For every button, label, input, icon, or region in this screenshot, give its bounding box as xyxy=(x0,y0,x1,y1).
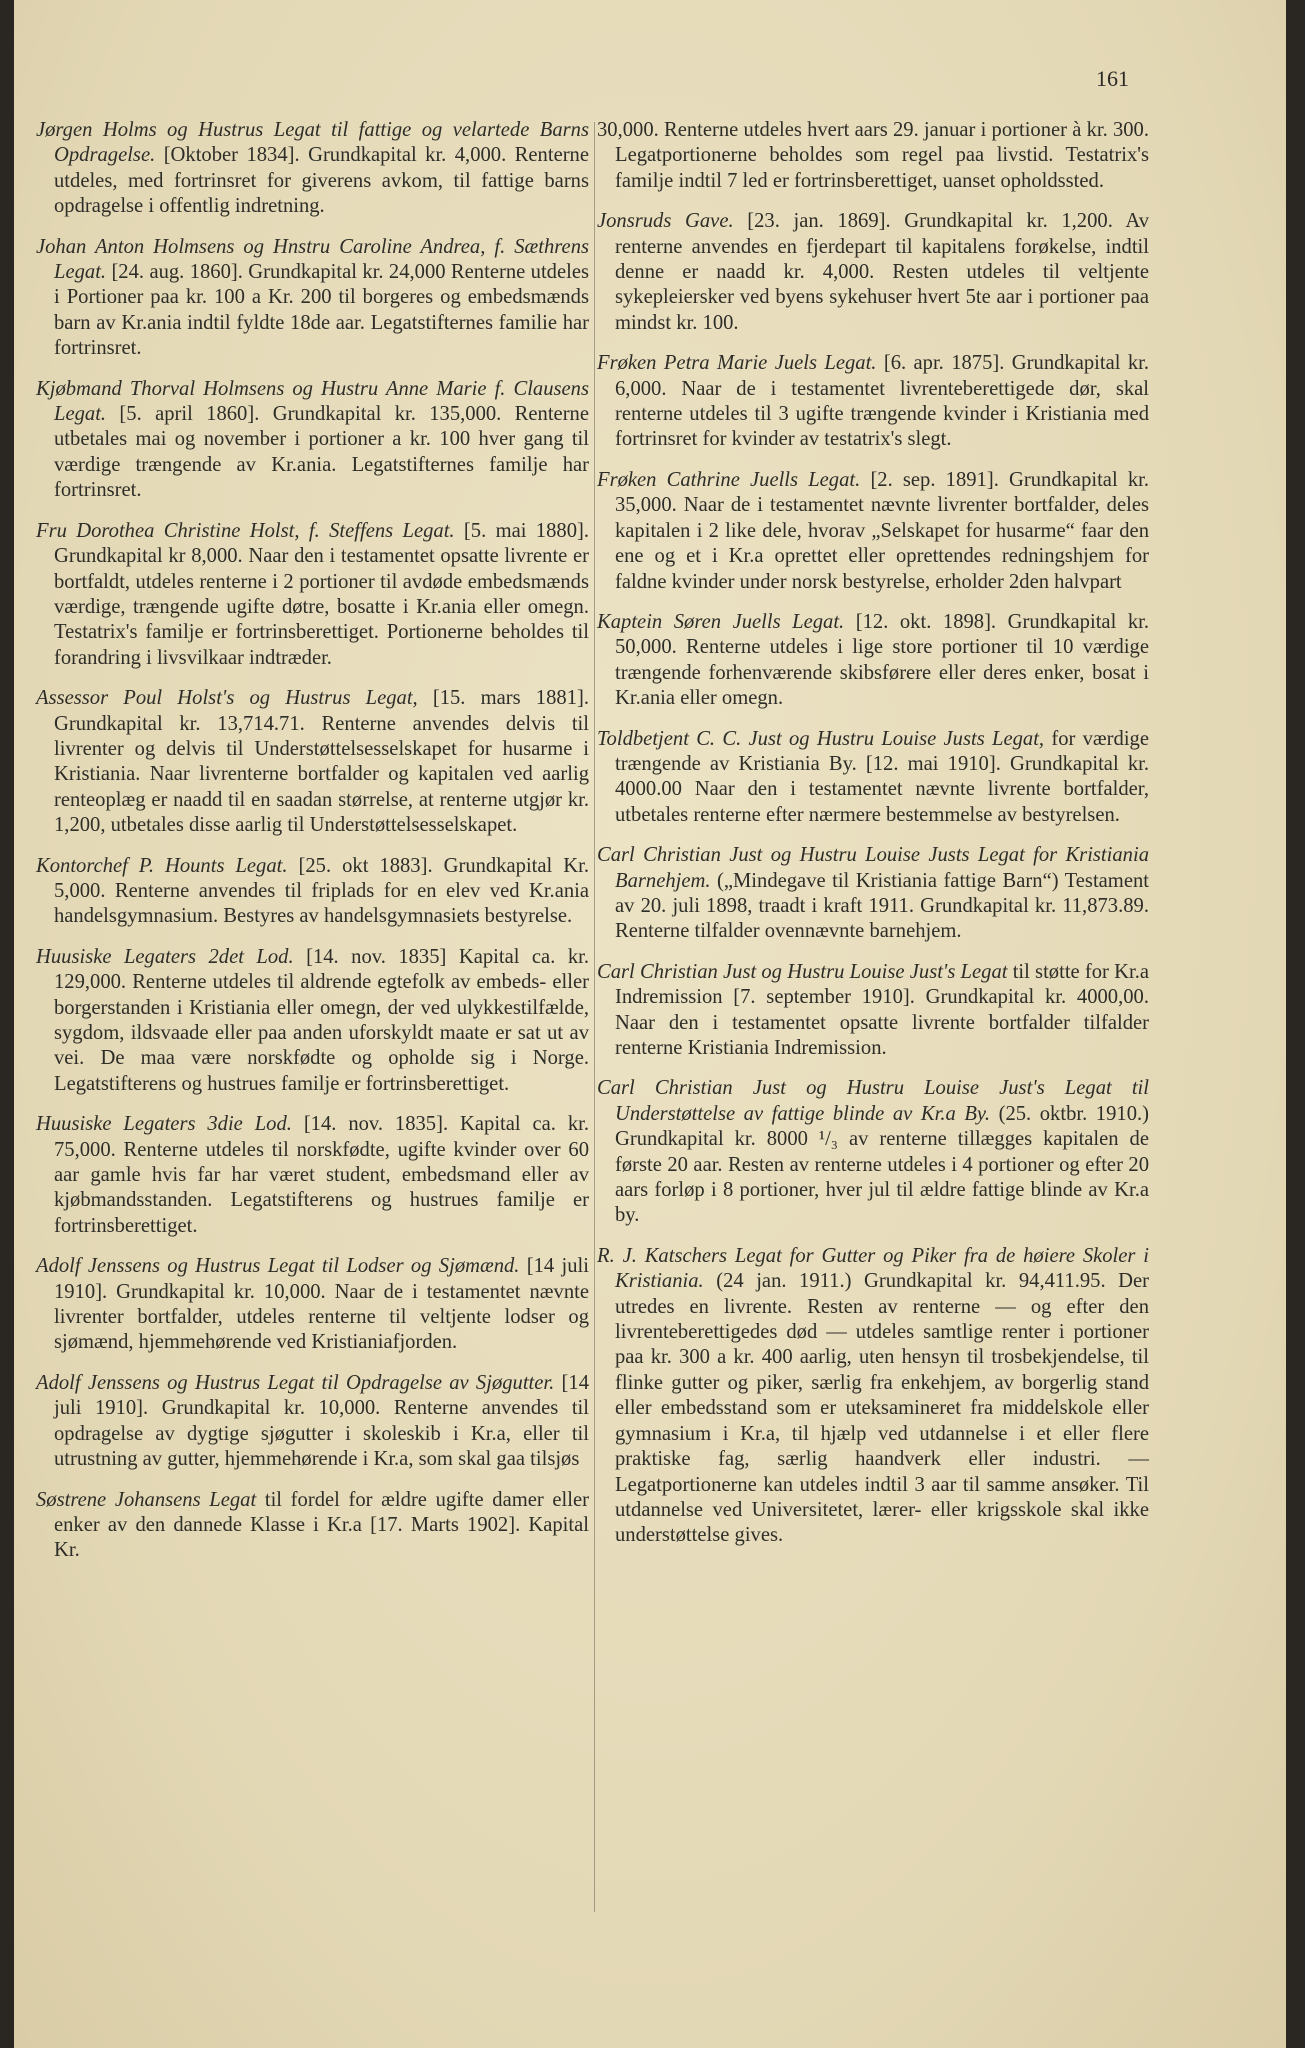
entry-title: Carl Christian Just og Hustru Louise Justs Legat for Kristiania Barnehjem. xyxy=(597,844,1149,892)
legat-entry xyxy=(597,960,1149,1062)
entry-title: Johan Anton Holmsens og Hnstru Caroline Andrea, f. Sæthrens Legat. xyxy=(36,235,589,284)
legat-entry xyxy=(597,727,1149,829)
entry-title: Huusiske Legaters 3die Lod. xyxy=(36,1113,292,1136)
entry-body: [14. nov. 1835]. Kapital ca. kr. 75,000. Renterne utdeles til norskfødte, ugifte kvinder over 60 aar gamle hvis far har været student, embedsmand eller av kjøbmandsstanden. Legatstifterens og hustrues familje er fortrinsberettiget. xyxy=(54,1113,590,1237)
entry-body: (25. oktbr. 1910.) Grundkapital kr. 8000 ¹/₃ av renterne tillægges kapitalen de første 20 aar. Resten av renterne utdeles i 4 portioner og efter 20 aars forløp i 8 portioner, hver jul til ældre fattige blinde av Kr.a by. xyxy=(615,1102,1149,1227)
entry-body: [6. apr. 1875]. Grundkapital kr. 6,000. Naar de i testamentet livrenteberettigede dør, skal renterne utdeles til 3 ugifte trængende kvinder i Kristiania med fortrinsret for kvinder av testatrix's slegt. xyxy=(615,352,1149,451)
entry-body: [5. april 1860]. Grundkapital kr. 135,000. Renterne utbetales mai og november i portioner a kr. 100 hver gang til værdige trængende av Kr.ania. Legatstifternes familje har fortrinsret. xyxy=(54,403,589,502)
entry-body: [14. nov. 1835] Kapital ca. kr. 129,000. Renterne utdeles til aldrende egtefolk av embeds- eller borgerstanden i Kristiania eller omegn, der ved ulykkestilfælde, sygdom, ildsvaade eller paa anden uforskyldt maate er sat ut av vei. De maa være norskfødte og opholde sig i Norge. Legatstifterens og hustrues familje er fortrinsberettiget. xyxy=(54,945,589,1095)
entry-body: („Mindegave til Kristiania fattige Barn“) Testament av 20. juli 1898, traadt i kraft 1911. Grundkapital kr. 11,873.89. Renterne tilfalder ovennævnte barnehjem. xyxy=(615,869,1149,943)
legat-entry xyxy=(597,209,1149,336)
legat-entry xyxy=(597,118,1149,194)
legat-entry xyxy=(36,854,589,930)
legat-entry xyxy=(36,118,589,220)
page xyxy=(14,0,1286,2048)
entry-body: [5. mai 1880]. Grundkapital kr 8,000. Naar den i testamentet opsatte livrente er bortfaldt, utdeles renterne i 2 portioner til avdøde embedsmænds værdige, trængende ugifte døtre, bosatte i Kr.ania eller omegn. Testatrix's familje er fortrinsberettiget. Portionerne beholdes til forandring i livsvilkaar indtræder. xyxy=(54,519,589,669)
entry-body: 30,000. Renterne utdeles hvert aars 29. januar i portioner à kr. 300. Legatportionerne beholdes som regel paa livstid. Testatrix's familje indtil 7 led er fortrinsberettiget, uanset opholdssted. xyxy=(597,119,1149,192)
legat-entry xyxy=(597,351,1149,453)
entry-title: Adolf Jenssens og Hustrus Legat til Lodser og Sjømænd. xyxy=(36,1255,520,1278)
entry-title: Kontorchef P. Hounts Legat. xyxy=(36,854,288,877)
right-column xyxy=(597,118,1149,1564)
legat-entry xyxy=(36,1488,589,1564)
entry-body: [12. okt. 1898]. Grundkapital kr. 50,000. Renterne utdeles i lige store portioner til 10 værdige trængende forhenværende skibsførere eller deres enker, bosat i Kr.ania eller omegn. xyxy=(615,610,1149,710)
legat-entry xyxy=(36,686,589,838)
entry-title: Frøken Petra Marie Juels Legat. xyxy=(597,352,877,375)
entry-title: Jørgen Holms og Hustrus Legat til fattige og velartede Barns Opdragelse. xyxy=(36,119,589,167)
entry-title: Carl Christian Just og Hustru Louise Just's Legat til Understøttelse av fattige blinde av Kr.a By. xyxy=(597,1077,1149,1125)
legat-entry xyxy=(36,377,589,504)
entry-title: Carl Christian Just og Hustru Louise Just's Legat xyxy=(597,960,1008,983)
legat-entry xyxy=(36,235,589,362)
entry-body: [25. okt 1883]. Grundkapital Kr. 5,000. Renterne anvendes til friplads for en elev ved Kr.ania handelsgymnasium. Bestyres av handelsgymnasiets bestyrelse. xyxy=(54,854,589,928)
legat-entry xyxy=(36,1371,589,1473)
entry-body: [2. sep. 1891]. Grundkapital kr. 35,000. Naar de i testamentet nævnte livrenter bortfalder, deles kapitalen i 2 like dele, hvorav „Selskapet for husarme“ faar den ene og et i Kr.a oprettet eller oprettendes redningshjem for faldne kvinder under norsk bestyrelse, erholder 2den halvpart xyxy=(615,468,1149,593)
entry-body: [14 juli 1910]. Grundkapital kr. 10,000. Naar de i testamentet nævnte livrenter bortfalder, utdeles renterne til veltjente lodser og sjømænd, hjemmehørende ved Kristianiafjorden. xyxy=(54,1255,589,1354)
entry-body: [23. jan. 1869]. Grundkapital kr. 1,200. Av renterne anvendes en fjerdepart til kapitalens forøkelse, indtil denne er naadd kr. 4,000. Resten utdeles til veltjente sykepleiersker ved byens sykehuser hvert 5te aar i portioner paa mindst kr. 100. xyxy=(615,210,1149,334)
legat-entry xyxy=(597,610,1149,712)
column-divider xyxy=(594,122,595,1912)
legat-entry xyxy=(597,1244,1149,1549)
entry-title: Jonsruds Gave. xyxy=(597,210,734,233)
entry-body: [15. mars 1881]. Grundkapital kr. 13,714.71. Renterne anvendes delvis til livrenter og delvis til Understøttelsesselskapet for husarme i Kristiania. Naar livrenterne bortfalder og kapitalen ved aarlig renteoplæg er naadd til en saadan størrelse, at renterne utgjør kr. 1,200, utbetales disse aarlig til Understøttelsesselskapet. xyxy=(54,687,589,837)
legat-entry xyxy=(36,945,589,1097)
entry-title: R. J. Katschers Legat for Gutter og Piker fra de høiere Skoler i Kristiania. xyxy=(597,1244,1149,1293)
legat-entry xyxy=(36,1112,589,1239)
entry-body: for værdige trængende av Kristiania By. [12. mai 1910]. Grundkapital kr. 4000.00 Naar den i testamentet nævnte livrente bortfalder, utbetales renterne efter nærmere bestemmelse av bestyrelsen. xyxy=(615,727,1149,826)
entry-body: [Oktober 1834]. Grundkapital kr. 4,000. Renterne utdeles, med fortrinsret for giverens avkom, til fattige barns opdragelse i offentlig indretning. xyxy=(54,144,589,218)
entry-title: Søstrene Johansens Legat xyxy=(36,1488,257,1511)
entry-title: Kaptein Søren Juells Legat. xyxy=(597,610,845,633)
legat-entry xyxy=(597,1076,1149,1228)
entry-title: Adolf Jenssens og Hustrus Legat til Opdragelse av Sjøgutter. xyxy=(36,1371,555,1394)
entry-body: til støtte for Kr.a Indremission [7. september 1910]. Grundkapital kr. 4000,00. Naar den i testamentet opsatte livrente bortfalder tilfalder renterne Kristiania Indremission. xyxy=(615,960,1149,1059)
legat-entry xyxy=(597,468,1149,595)
entry-title: Frøken Cathrine Juells Legat. xyxy=(597,468,861,491)
entry-body: [24. aug. 1860]. Grundkapital kr. 24,000 Renterne utdeles i Portioner paa kr. 100 a Kr. 200 til borgeres og embedsmænds barn av Kr.ania indtil fyldte 18de aar. Legatstifternes familie har fortrinsret. xyxy=(54,261,589,360)
entry-title: Assessor Poul Holst's og Hustrus Legat, xyxy=(36,687,418,710)
entry-body: til fordel for ældre ugifte damer eller enker av den dannede Klasse i Kr.a [17. Marts 1902]. Kapital Kr. xyxy=(54,1488,589,1562)
entry-body: [14 juli 1910]. Grundkapital kr. 10,000. Renterne anvendes til opdragelse av dygtige sjøgutter i skoleskib i Kr.a, eller til utrustning av gutter, hjemmehørende i Kr.a, som skal gaa tilsjøs xyxy=(54,1371,589,1471)
entry-title: Toldbetjent C. C. Just og Hustru Louise Justs Legat, xyxy=(597,727,1045,750)
entry-title: Fru Dorothea Christine Holst, f. Steffens Legat. xyxy=(36,519,455,542)
entry-title: Huusiske Legaters 2det Lod. xyxy=(36,945,294,968)
entry-body: (24 jan. 1911.) Grundkapital kr. 94,411.95. Der utredes en livrente. Resten av renterne — og efter den livrenteberettigedes død — utdeles samtlige renter i portioner paa kr. 300 a kr. 400 aarlig, uten hensyn til trosbekjendelse, til flinke gutter og piker, særlig fra enkehjem, av borgerlig stand eller embedsstand som er uteksamineret fra middelskole eller gymnasium i Kr.a, til hjælp ved utdannelse i et eller flere praktiske fag, særlig haandverk eller industri. — Legatportionerne kan utdeles indtil 3 aar til samme ansøker. Til utdannelse ved Universitetet, lærer- eller krigsskole skal ikke understøttelse gives. xyxy=(615,1270,1149,1547)
page-number: 161 xyxy=(1096,66,1129,91)
entry-title: Kjøbmand Thorval Holmsens og Hustru Anne Marie f. Clausens Legat. xyxy=(36,377,589,426)
legat-entry xyxy=(36,1254,589,1356)
left-column xyxy=(36,118,589,1579)
legat-entry xyxy=(36,519,589,671)
legat-entry xyxy=(597,843,1149,945)
